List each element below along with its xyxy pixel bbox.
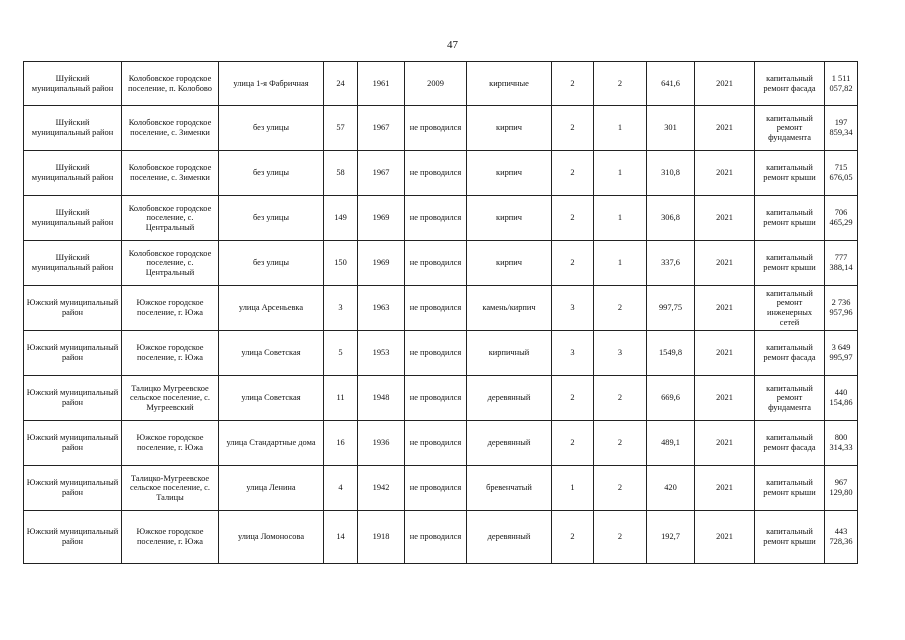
floors-cell: 2: [552, 106, 594, 151]
year-built-cell: 1967: [358, 106, 405, 151]
entrances-cell: 1: [594, 151, 647, 196]
entrances-cell: 1: [594, 241, 647, 286]
settlement-cell: Колобовское городское поселение, п. Колобово: [122, 62, 219, 106]
street-cell: улица Арсеньевка: [219, 286, 324, 331]
cost-cell: 3 649 995,97: [825, 331, 858, 376]
street-cell: без улицы: [219, 151, 324, 196]
street-cell: без улицы: [219, 106, 324, 151]
district-cell: Южский муниципальный район: [24, 421, 122, 466]
house-number-cell: 58: [324, 151, 358, 196]
table-row: [24, 331, 858, 376]
house-number-cell: 5: [324, 331, 358, 376]
district-cell: Южский муниципальный район: [24, 511, 122, 564]
table-row: [24, 466, 858, 511]
house-number-cell: 4: [324, 466, 358, 511]
floors-cell: 2: [552, 511, 594, 564]
area-cell: 1549,8: [647, 331, 695, 376]
work-type-cell: капитальный ремонт крыши: [755, 466, 825, 511]
district-cell: Шуйский муниципальный район: [24, 62, 122, 106]
entrances-cell: 2: [594, 466, 647, 511]
cost-cell: 1 511 057,82: [825, 62, 858, 106]
cost-cell: 706 465,29: [825, 196, 858, 241]
table-row: [24, 62, 858, 106]
settlement-cell: Колобовское городское поселение, с. Зименки: [122, 106, 219, 151]
house-number-cell: 11: [324, 376, 358, 421]
plan-year-cell: 2021: [695, 286, 755, 331]
settlement-cell: Южское городское поселение, г. Южа: [122, 421, 219, 466]
last-repair-cell: не проводился: [405, 331, 467, 376]
entrances-cell: 2: [594, 376, 647, 421]
cost-cell: 443 728,36: [825, 511, 858, 564]
settlement-cell: Южское городское поселение, г. Южа: [122, 331, 219, 376]
last-repair-cell: не проводился: [405, 376, 467, 421]
street-cell: улица Советская: [219, 376, 324, 421]
house-number-cell: 149: [324, 196, 358, 241]
year-built-cell: 1961: [358, 62, 405, 106]
table-row: [24, 511, 858, 564]
street-cell: без улицы: [219, 241, 324, 286]
area-cell: 306,8: [647, 196, 695, 241]
work-type-cell: капитальный ремонт фасада: [755, 62, 825, 106]
work-type-cell: капитальный ремонт фасада: [755, 421, 825, 466]
year-built-cell: 1963: [358, 286, 405, 331]
plan-year-cell: 2021: [695, 511, 755, 564]
table-row: [24, 151, 858, 196]
district-cell: Южский муниципальный район: [24, 376, 122, 421]
wall-material-cell: кирпичный: [467, 331, 552, 376]
wall-material-cell: бревенчатый: [467, 466, 552, 511]
last-repair-cell: не проводился: [405, 421, 467, 466]
settlement-cell: Колобовское городское поселение, с. Центральный: [122, 241, 219, 286]
plan-year-cell: 2021: [695, 376, 755, 421]
year-built-cell: 1918: [358, 511, 405, 564]
area-cell: 641,6: [647, 62, 695, 106]
plan-year-cell: 2021: [695, 421, 755, 466]
year-built-cell: 1967: [358, 151, 405, 196]
table-row: [24, 106, 858, 151]
work-type-cell: капитальный ремонт инженерных сетей: [755, 286, 825, 331]
house-number-cell: 3: [324, 286, 358, 331]
work-type-cell: капитальный ремонт крыши: [755, 151, 825, 196]
last-repair-cell: не проводился: [405, 511, 467, 564]
year-built-cell: 1969: [358, 241, 405, 286]
settlement-cell: Колобовское городское поселение, с. Зименки: [122, 151, 219, 196]
area-cell: 310,8: [647, 151, 695, 196]
work-type-cell: капитальный ремонт крыши: [755, 241, 825, 286]
street-cell: улица Стандартные дома: [219, 421, 324, 466]
street-cell: улица 1-я Фабричная: [219, 62, 324, 106]
last-repair-cell: не проводился: [405, 151, 467, 196]
street-cell: без улицы: [219, 196, 324, 241]
plan-year-cell: 2021: [695, 241, 755, 286]
work-type-cell: капитальный ремонт фасада: [755, 331, 825, 376]
table-row: [24, 376, 858, 421]
settlement-cell: Южское городское поселение, г. Южа: [122, 511, 219, 564]
last-repair-cell: не проводился: [405, 196, 467, 241]
table-row: [24, 241, 858, 286]
area-cell: 192,7: [647, 511, 695, 564]
table-row: [24, 421, 858, 466]
wall-material-cell: кирпич: [467, 196, 552, 241]
table-body: [24, 62, 858, 564]
district-cell: Шуйский муниципальный район: [24, 106, 122, 151]
floors-cell: 2: [552, 241, 594, 286]
year-built-cell: 1948: [358, 376, 405, 421]
work-type-cell: капитальный ремонт крыши: [755, 196, 825, 241]
area-cell: 301: [647, 106, 695, 151]
last-repair-cell: не проводился: [405, 466, 467, 511]
year-built-cell: 1936: [358, 421, 405, 466]
work-type-cell: капитальный ремонт крыши: [755, 511, 825, 564]
plan-year-cell: 2021: [695, 331, 755, 376]
page-number: 47: [447, 39, 458, 51]
entrances-cell: 1: [594, 196, 647, 241]
wall-material-cell: кирпич: [467, 241, 552, 286]
plan-year-cell: 2021: [695, 151, 755, 196]
plan-year-cell: 2021: [695, 106, 755, 151]
wall-material-cell: деревянный: [467, 421, 552, 466]
floors-cell: 2: [552, 151, 594, 196]
table-row: [24, 196, 858, 241]
entrances-cell: 2: [594, 421, 647, 466]
floors-cell: 1: [552, 466, 594, 511]
floors-cell: 2: [552, 421, 594, 466]
area-cell: 669,6: [647, 376, 695, 421]
cost-cell: 2 736 957,96: [825, 286, 858, 331]
cost-cell: 715 676,05: [825, 151, 858, 196]
settlement-cell: Южское городское поселение, г. Южа: [122, 286, 219, 331]
year-built-cell: 1969: [358, 196, 405, 241]
street-cell: улица Ломоносова: [219, 511, 324, 564]
floors-cell: 2: [552, 376, 594, 421]
entrances-cell: 2: [594, 511, 647, 564]
last-repair-cell: не проводился: [405, 241, 467, 286]
cost-cell: 800 314,33: [825, 421, 858, 466]
district-cell: Шуйский муниципальный район: [24, 241, 122, 286]
year-built-cell: 1953: [358, 331, 405, 376]
entrances-cell: 2: [594, 62, 647, 106]
entrances-cell: 1: [594, 106, 647, 151]
cost-cell: 440 154,86: [825, 376, 858, 421]
wall-material-cell: деревянный: [467, 376, 552, 421]
plan-year-cell: 2021: [695, 62, 755, 106]
plan-year-cell: 2021: [695, 196, 755, 241]
district-cell: Южский муниципальный район: [24, 466, 122, 511]
cost-cell: 967 129,80: [825, 466, 858, 511]
settlement-cell: Талицко-Мугреевское сельское поселение, с. Талицы: [122, 466, 219, 511]
floors-cell: 3: [552, 331, 594, 376]
wall-material-cell: камень/кирпич: [467, 286, 552, 331]
area-cell: 337,6: [647, 241, 695, 286]
area-cell: 489,1: [647, 421, 695, 466]
house-number-cell: 150: [324, 241, 358, 286]
wall-material-cell: кирпич: [467, 106, 552, 151]
work-type-cell: капитальный ремонт фундамента: [755, 376, 825, 421]
district-cell: Шуйский муниципальный район: [24, 196, 122, 241]
floors-cell: 2: [552, 62, 594, 106]
floors-cell: 2: [552, 196, 594, 241]
last-repair-cell: не проводился: [405, 286, 467, 331]
cost-cell: 777 388,14: [825, 241, 858, 286]
settlement-cell: Колобовское городское поселение, с. Центральный: [122, 196, 219, 241]
district-cell: Южский муниципальный район: [24, 286, 122, 331]
wall-material-cell: кирпич: [467, 151, 552, 196]
wall-material-cell: деревянный: [467, 511, 552, 564]
area-cell: 997,75: [647, 286, 695, 331]
district-cell: Шуйский муниципальный район: [24, 151, 122, 196]
house-number-cell: 16: [324, 421, 358, 466]
last-repair-cell: 2009: [405, 62, 467, 106]
year-built-cell: 1942: [358, 466, 405, 511]
entrances-cell: 3: [594, 331, 647, 376]
work-type-cell: капитальный ремонт фундамента: [755, 106, 825, 151]
house-number-cell: 24: [324, 62, 358, 106]
area-cell: 420: [647, 466, 695, 511]
street-cell: улица Советская: [219, 331, 324, 376]
district-cell: Южский муниципальный район: [24, 331, 122, 376]
housing-repair-table: [23, 61, 858, 564]
plan-year-cell: 2021: [695, 466, 755, 511]
house-number-cell: 14: [324, 511, 358, 564]
entrances-cell: 2: [594, 286, 647, 331]
last-repair-cell: не проводился: [405, 106, 467, 151]
table-row: [24, 286, 858, 331]
house-number-cell: 57: [324, 106, 358, 151]
settlement-cell: Талицко Мугреевское сельское поселение, с. Мугреевский: [122, 376, 219, 421]
wall-material-cell: кирпичные: [467, 62, 552, 106]
floors-cell: 3: [552, 286, 594, 331]
street-cell: улица Ленина: [219, 466, 324, 511]
cost-cell: 197 859,34: [825, 106, 858, 151]
